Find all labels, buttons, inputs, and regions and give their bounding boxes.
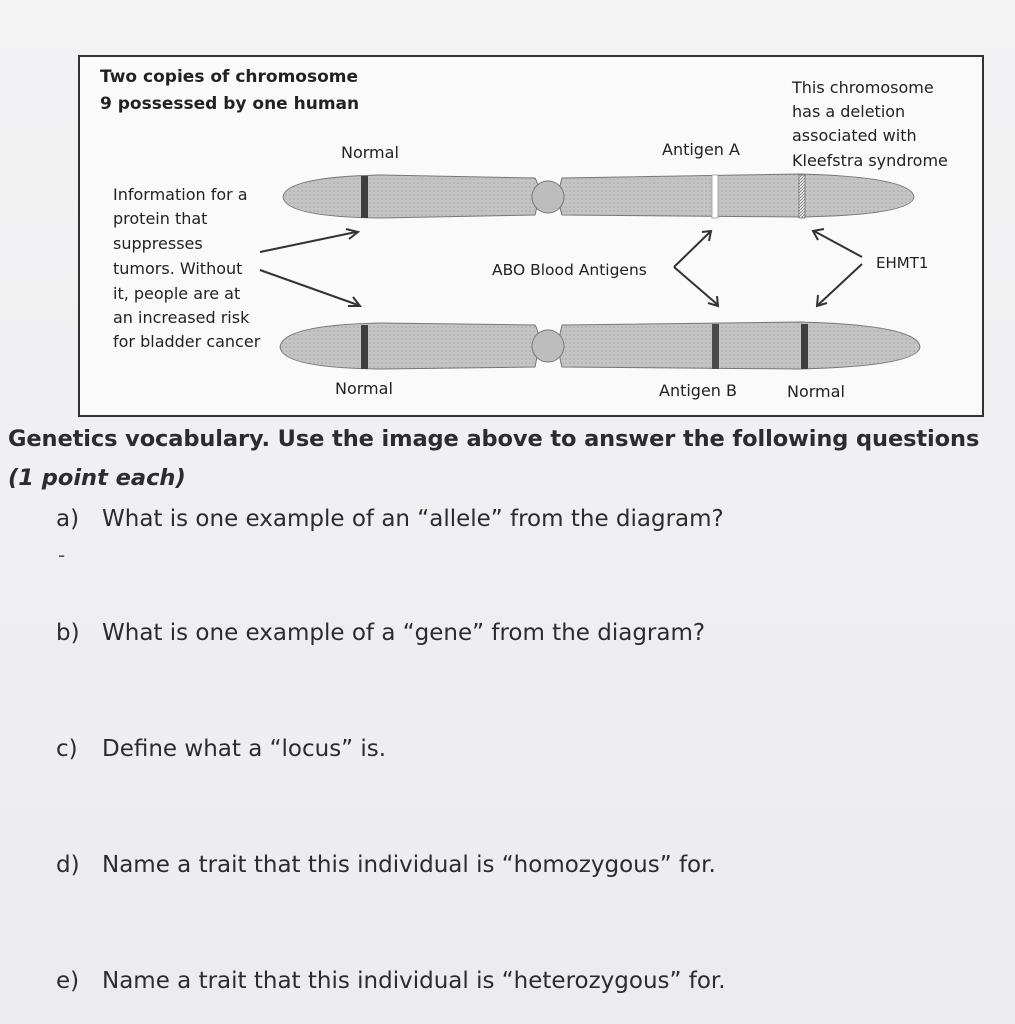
chromosome-diagram (78, 55, 984, 417)
question-letter: b) (56, 620, 80, 646)
label-normal-bottom-left: Normal (335, 379, 393, 398)
normal-band-bottom-right (801, 324, 808, 369)
tumor-arrows (260, 229, 360, 306)
figure-title-line1: Two copies of chromosome (100, 67, 359, 87)
ehmt1-bracket (813, 229, 862, 306)
question-letter: d) (56, 852, 80, 878)
question-b (56, 620, 705, 646)
normal-band-bottom-left (361, 325, 368, 369)
question-letter: e) (56, 968, 80, 994)
points-note: (1 point each) (8, 465, 186, 491)
label-normal-top: Normal (341, 143, 399, 162)
question-text: Name a trait that this individual is “homozygous” for. (102, 852, 716, 878)
label-antigen-b: Antigen B (659, 381, 738, 400)
tumor-info-line6: an increased risk (113, 308, 250, 327)
abo-bracket (674, 231, 718, 306)
deletion-note-line2: has a deletion (792, 102, 906, 121)
deletion-band (799, 175, 805, 218)
deletion-note-line1: This chromosome (792, 78, 934, 97)
chromosome-top (283, 174, 914, 218)
label-ehmt1: EHMT1 (876, 254, 929, 272)
question-letter: c) (56, 736, 78, 762)
label-antigen-a: Antigen A (662, 140, 740, 159)
question-text: What is one example of an “allele” from the diagram? (102, 506, 724, 532)
tumor-info-line7: for bladder cancer (113, 332, 261, 351)
question-a (56, 506, 724, 532)
tumor-info-line5: it, people are at (113, 284, 241, 303)
antigen-a-band (712, 175, 718, 218)
question-text: What is one example of a “gene” from the diagram? (102, 620, 706, 646)
question-c (56, 736, 386, 762)
question-letter: a) (56, 506, 80, 532)
question-text: Define what a “locus” is. (102, 736, 387, 762)
chromosome-bottom (280, 322, 920, 369)
tumor-info-line3: suppresses (113, 234, 203, 253)
tumor-info-line2: protein that (113, 209, 208, 228)
question-d (56, 852, 716, 878)
tumor-info-line4: tumors. Without (113, 259, 243, 278)
deletion-note-line4: Kleefstra syndrome (792, 151, 948, 170)
figure-title-line2: 9 possessed by one human (100, 94, 360, 114)
tumor-info-line1: Information for a (113, 185, 248, 204)
label-abo-blood-antigens: ABO Blood Antigens (492, 261, 647, 279)
question-e (56, 968, 726, 994)
question-text: Name a trait that this individual is “heterozygous” for. (102, 968, 726, 994)
section-heading: Genetics vocabulary. Use the image above to answer the following questions (8, 426, 980, 452)
antigen-b-band (712, 324, 719, 369)
deletion-note-line3: associated with (792, 126, 917, 145)
answer-dash: - (58, 543, 66, 567)
label-normal-bottom-right: Normal (787, 382, 845, 401)
normal-band-top (361, 176, 368, 218)
